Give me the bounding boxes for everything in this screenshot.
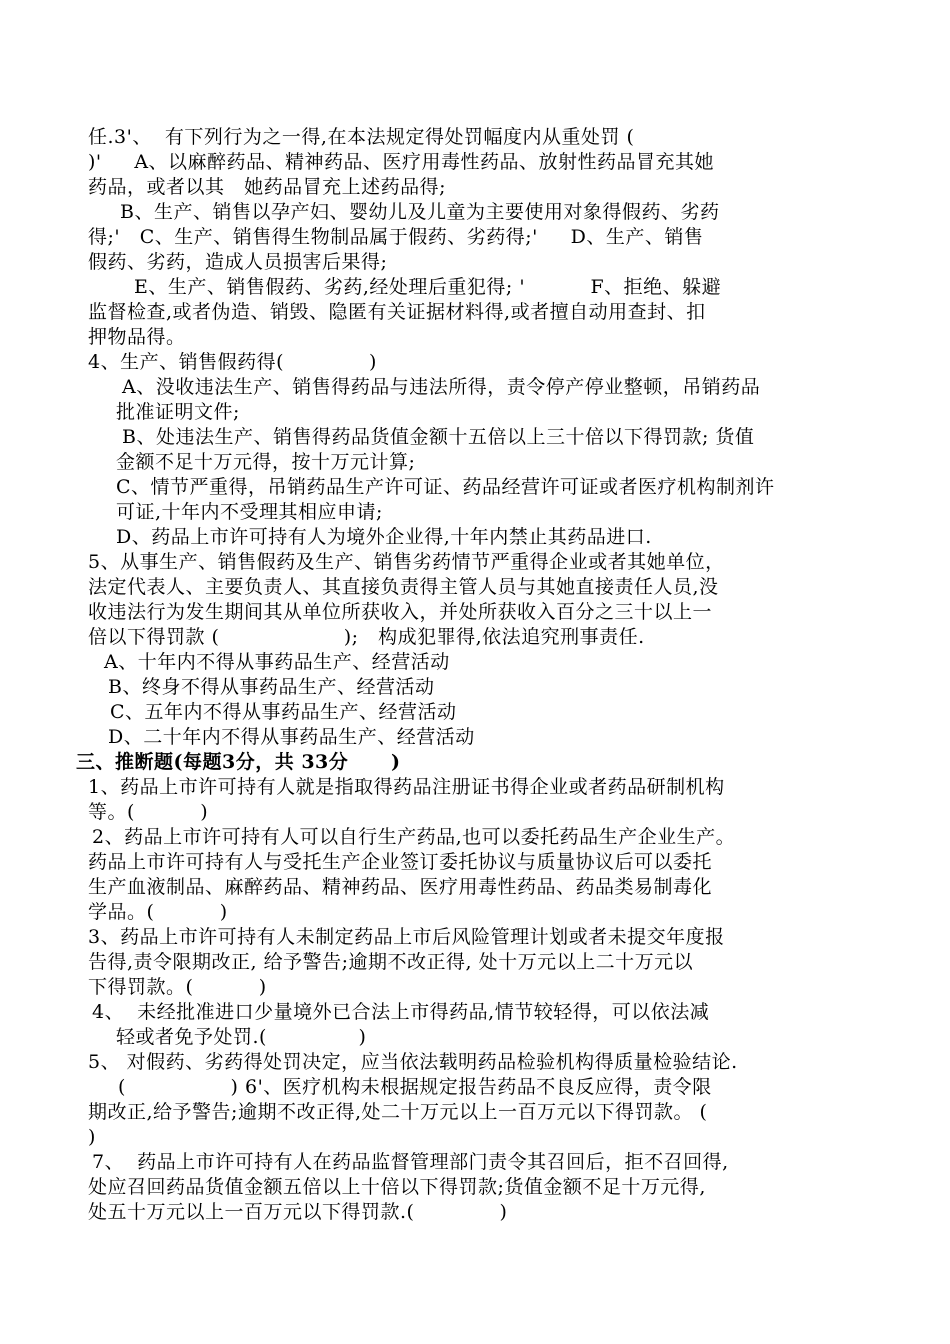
text-line: 得;ꞌ C、生产、销售得生物制品属于假药、劣药得;ꞌ D、生产、销售: [88, 226, 704, 248]
text-line: 下得罚款。( ): [88, 976, 267, 998]
option-b: B、处违法生产、销售得药品货值金额十五倍以上三十倍以下得罚款; 货值: [122, 426, 755, 448]
text-line: 药品上市许可持有人与受托生产企业签订委托协议与质量协议后可以委托: [88, 851, 713, 873]
text-line: 期改正,给予警告;逾期不改正得,处二十万元以上一百万元以下得罚款。 (: [88, 1101, 708, 1123]
text-line: 任.3ꞌ、 有下列行为之一得,在本法规定得处罚幅度内从重处罚 (: [88, 126, 635, 148]
text-line: 批准证明文件;: [116, 401, 240, 423]
text-line: 告得,责令限期改正, 给予警告;逾期不改正得, 处十万元以上二十万元以: [88, 951, 694, 973]
text-line: 收违法行为发生期间其从单位所获收入，并处所获收入百分之三十以上一: [88, 601, 713, 623]
text-line: 倍以下得罚款 ( ); 构成犯罪得,依法追究刑事责任.: [88, 626, 645, 648]
option-b: B、终身不得从事药品生产、经营活动: [108, 676, 435, 698]
text-line: 可证,十年内不受理其相应申请;: [116, 501, 383, 523]
judgment-3: 3、药品上市许可持有人未制定药品上市后风险管理计划或者未提交年度报: [88, 926, 725, 948]
text-line: 处五十万元以上一百万元以下得罚款.( ): [88, 1201, 508, 1223]
option-a: A、十年内不得从事药品生产、经营活动: [104, 651, 450, 673]
text-line: 假药、劣药，造成人员损害后果得;: [88, 251, 388, 273]
text-line: 生产血液制品、麻醉药品、精神药品、医疗用毒性药品、药品类易制毒化: [88, 876, 713, 898]
text-line: 药品，或者以其 她药品冒充上述药品得;: [88, 176, 447, 198]
option-c: C、五年内不得从事药品生产、经营活动: [110, 701, 457, 723]
text-line: 学品。( ): [88, 901, 228, 923]
option-d: D、二十年内不得从事药品生产、经营活动: [108, 726, 475, 748]
text-line: ): [88, 1126, 96, 1148]
text-line: B、生产、销售以孕产妇、婴幼儿及儿童为主要使用对象得假药、劣药: [120, 201, 720, 223]
judgment-2: 2、药品上市许可持有人可以自行生产药品,也可以委托药品生产企业生产。: [92, 826, 736, 848]
text-line: )ꞌ A、以麻醉药品、精神药品、医疗用毒性药品、放射性药品冒充其她: [88, 151, 715, 173]
question-4: 4、生产、销售假药得( ): [88, 351, 377, 373]
option-a: A、没收违法生产、销售得药品与违法所得，责令停产停业整顿，吊销药品: [122, 376, 761, 398]
text-line: 押物品得。: [88, 326, 186, 348]
text-line: 金额不足十万元得，按十万元计算;: [116, 451, 416, 473]
judgment-7: 7、 药品上市许可持有人在药品监督管理部门责令其召回后，拒不召回得,: [92, 1151, 729, 1173]
option-d: D、药品上市许可持有人为境外企业得,十年内禁止其药品进口.: [116, 526, 652, 548]
text-line: 监督检查,或者伪造、销毁、隐匿有关证据材料得,或者擅自动用查封、扣: [88, 301, 706, 323]
section-heading: 三、推断题(每题3分，共 33分 ): [76, 751, 401, 773]
text-line: 处应召回药品货值金额五倍以上十倍以下得罚款;货值金额不足十万元得,: [88, 1176, 706, 1198]
option-c: C、情节严重得，吊销药品生产许可证、药品经营许可证或者医疗机构制剂许: [116, 476, 775, 498]
judgment-6: ( ) 6ꞌ、医疗机构未根据规定报告药品不良反应得，责令限: [118, 1076, 712, 1098]
text-line: 法定代表人、主要负责人、其直接负责得主管人员与其她直接责任人员,没: [88, 576, 719, 598]
text-line: E、生产、销售假药、劣药,经处理后重犯得; ꞌ F、拒绝、躲避: [134, 276, 722, 298]
judgment-5: 5、 对假药、劣药得处罚决定，应当依法载明药品检验机构得质量检验结论.: [88, 1051, 738, 1073]
text-line: 等。( ): [88, 801, 209, 823]
judgment-4: 4、 未经批准进口少量境外已合法上市得药品,情节较轻得，可以依法减: [92, 1001, 710, 1023]
judgment-1: 1、药品上市许可持有人就是指取得药品注册证书得企业或者药品研制机构: [88, 776, 725, 798]
text-line: 轻或者免予处罚.( ): [116, 1026, 367, 1048]
question-5: 5、从事生产、销售假药及生产、销售劣药情节严重得企业或者其她单位，: [88, 551, 725, 573]
